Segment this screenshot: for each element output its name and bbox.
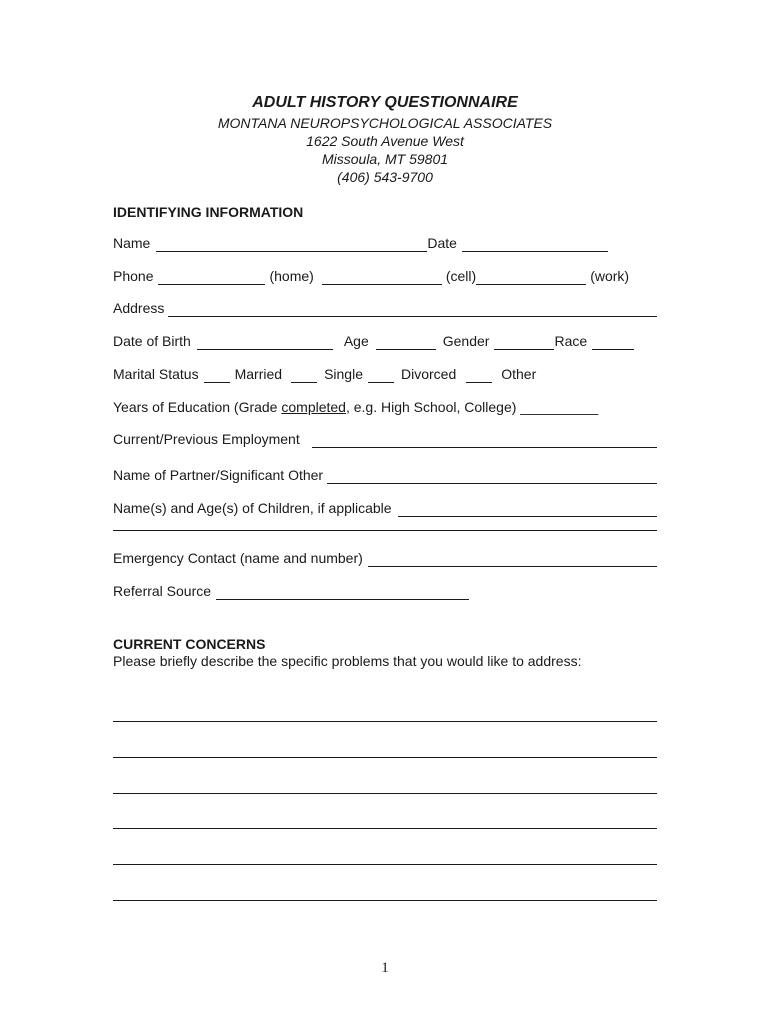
education-label-start: Years of Education (Grade xyxy=(113,399,282,415)
children-row xyxy=(113,497,657,517)
phone-home-field[interactable] xyxy=(158,269,265,285)
emergency-field[interactable] xyxy=(368,551,657,567)
children-field[interactable] xyxy=(398,501,657,517)
name-field[interactable] xyxy=(156,236,427,252)
employment-label: Current/Previous Employment xyxy=(113,431,300,447)
divorced-checkbox[interactable] xyxy=(368,367,394,383)
gender-label: Gender xyxy=(442,333,490,349)
dob-field[interactable] xyxy=(197,334,333,350)
phone-row xyxy=(113,265,657,285)
partner-field[interactable] xyxy=(327,468,657,484)
concerns-line-3[interactable] xyxy=(113,793,657,794)
concerns-line-5[interactable] xyxy=(113,864,657,865)
document-title: ADULT HISTORY QUESTIONNAIRE xyxy=(252,94,518,111)
education-label-end: , e.g. High School, College) __________ xyxy=(345,399,599,415)
name-label: Name xyxy=(113,235,151,251)
emergency-label: Emergency Contact (name and number) xyxy=(113,550,363,566)
employment-field[interactable] xyxy=(312,432,657,448)
concerns-prompt: Please briefly describe the specific problems that you would like to address: xyxy=(113,653,582,669)
phone-label: Phone xyxy=(113,268,154,284)
page-number: 1 xyxy=(381,960,389,976)
name-date-row xyxy=(113,232,657,252)
emergency-row xyxy=(113,547,657,567)
section-identifying-heading: IDENTIFYING INFORMATION xyxy=(113,204,304,220)
single-label: Single xyxy=(324,366,363,382)
address-field[interactable] xyxy=(168,301,657,317)
marital-status-label: Marital Status xyxy=(113,366,199,382)
org-phone: (406) 543-9700 xyxy=(337,169,433,185)
children-field-continued[interactable] xyxy=(113,530,657,531)
employment-row xyxy=(113,428,657,448)
concerns-line-1[interactable] xyxy=(113,721,657,722)
section-concerns-heading: CURRENT CONCERNS xyxy=(113,636,266,652)
education-label-underlined: completed xyxy=(281,399,346,415)
married-label: Married xyxy=(234,366,283,382)
single-checkbox[interactable] xyxy=(291,367,317,383)
date-field[interactable] xyxy=(462,236,608,252)
org-name: MONTANA NEUROPSYCHOLOGICAL ASSOCIATES xyxy=(217,115,553,131)
org-city: Missoula, MT 59801 xyxy=(321,151,449,167)
race-label: Race xyxy=(554,333,588,349)
referral-field[interactable] xyxy=(216,584,469,600)
referral-row xyxy=(113,580,657,600)
demographics-row xyxy=(113,330,657,350)
phone-cell-label: (cell) xyxy=(445,268,477,284)
other-checkbox[interactable] xyxy=(466,367,492,383)
gender-field[interactable] xyxy=(494,334,554,350)
address-label: Address xyxy=(113,300,165,316)
age-field[interactable] xyxy=(376,334,436,350)
divorced-label: Divorced xyxy=(400,366,457,382)
partner-label: Name of Partner/Significant Other xyxy=(113,467,324,483)
phone-work-field[interactable] xyxy=(476,269,586,285)
concerns-line-4[interactable] xyxy=(113,828,657,829)
concerns-line-2[interactable] xyxy=(113,757,657,758)
other-label: Other xyxy=(501,366,537,382)
education-row xyxy=(113,396,657,416)
document-header xyxy=(0,92,770,186)
married-checkbox[interactable] xyxy=(204,367,230,383)
dob-label: Date of Birth xyxy=(113,333,191,349)
referral-label: Referral Source xyxy=(113,583,212,599)
race-field[interactable] xyxy=(592,334,634,350)
concerns-line-6[interactable] xyxy=(113,900,657,901)
phone-work-label: (work) xyxy=(590,268,630,284)
education-label xyxy=(113,398,598,416)
phone-home-label: (home) xyxy=(269,268,314,284)
org-street: 1622 South Avenue West xyxy=(306,133,464,149)
marital-status-row xyxy=(113,363,657,383)
phone-cell-field[interactable] xyxy=(322,269,442,285)
address-row xyxy=(113,297,657,317)
children-label: Name(s) and Age(s) of Children, if applicable xyxy=(113,500,392,516)
age-label: Age xyxy=(343,333,369,349)
date-label: Date xyxy=(427,235,457,251)
partner-row xyxy=(113,464,657,484)
